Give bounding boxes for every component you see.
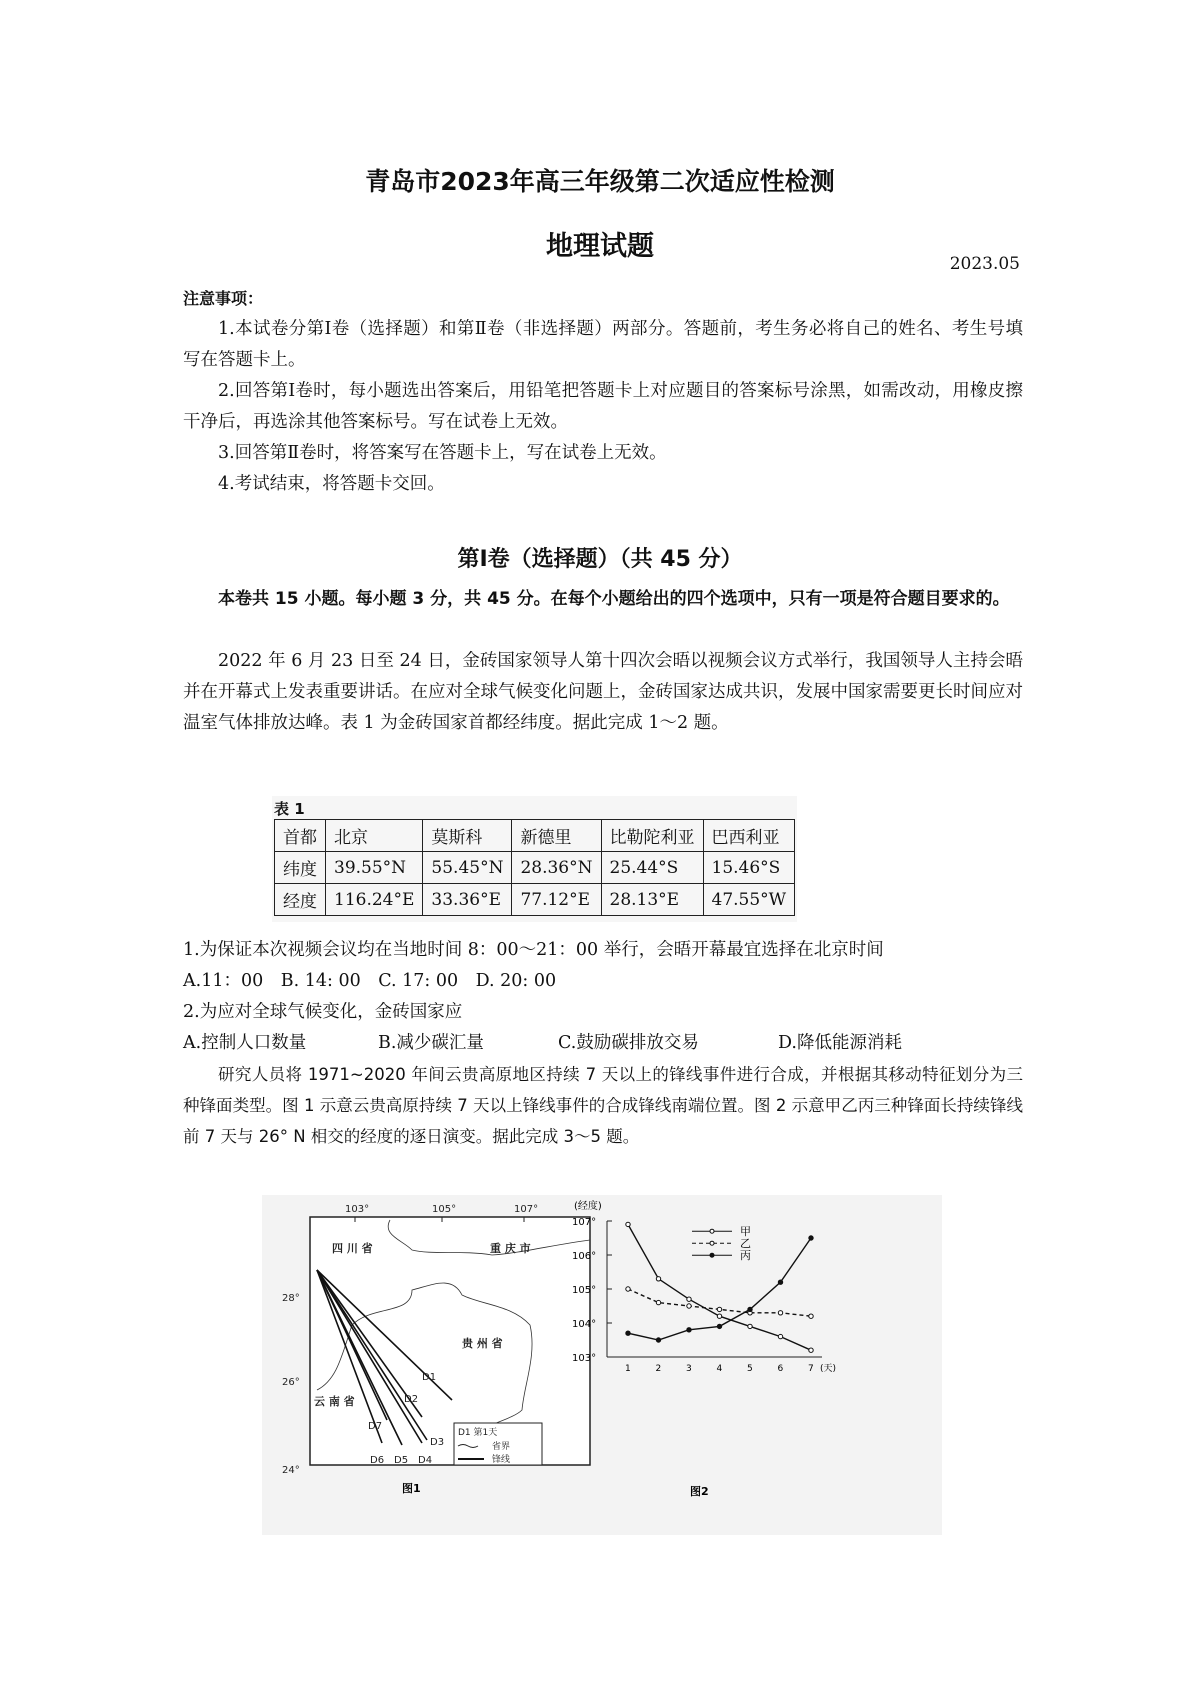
option-d: D.降低能源消耗 xyxy=(778,1033,902,1053)
legend-item: 锋线 xyxy=(492,1455,511,1465)
region-label: 四 川 省 xyxy=(332,1242,373,1255)
table-caption: 表 1 xyxy=(274,800,305,818)
data-point xyxy=(656,1277,660,1281)
section-instructions: 本卷共 15 小题。每小题 3 分，共 45 分。在每个小题给出的四个选项中，只有一项是符合题目要求的。 xyxy=(218,589,1010,609)
data-point xyxy=(626,1331,630,1335)
legend-item: D1 第1天 xyxy=(458,1428,498,1438)
y-axis-label: (经度) xyxy=(574,1201,602,1212)
table-row xyxy=(275,820,795,852)
legend-label: 甲 xyxy=(740,1225,751,1239)
lat-tick: 28° xyxy=(282,1293,300,1304)
table-cell: 39.55°N xyxy=(326,852,423,884)
x-tick-label: 3 xyxy=(686,1364,692,1374)
x-tick-label: 7 xyxy=(808,1364,814,1374)
section-title: 第Ⅰ卷（选择题）（共 45 分） xyxy=(457,547,743,572)
legend-label: 丙 xyxy=(740,1249,751,1263)
data-point xyxy=(778,1334,782,1338)
line-label: D7 xyxy=(368,1421,383,1432)
x-tick-label: 2 xyxy=(655,1364,662,1374)
passage-1: 2022 年 6 月 23 日至 24 日，金砖国家领导人第十四次会晤以视频会议方式举行，我国领导人主持会晤并在开幕式上发表重要讲话。在应对全球气候变化问题上，金砖国家达成共识，发展中国家需要更长时间应对温室气体排放达峰。表 1 为金砖国家首都经纬度。据此完成 1～2 题。 xyxy=(183,651,1023,733)
x-tick-label: 1 xyxy=(625,1364,631,1374)
data-point xyxy=(687,1304,691,1308)
line-label: D2 xyxy=(404,1394,419,1405)
data-point xyxy=(687,1328,691,1332)
data-point xyxy=(809,1348,813,1352)
x-axis-label: (天) xyxy=(820,1364,837,1374)
notice-item: 3.回答第Ⅱ卷时，将答案写在答题卡上，写在试卷上无效。 xyxy=(218,443,667,463)
table-cell: 33.36°E xyxy=(423,884,512,916)
table-cell: 北京 xyxy=(326,820,423,852)
legend-marker xyxy=(710,1241,714,1245)
question-options: A.11：00 B. 14: 00 C. 17: 00 D. 20: 00 xyxy=(183,971,557,991)
lat-tick: 24° xyxy=(282,1465,300,1476)
data-point xyxy=(748,1324,752,1328)
data-point xyxy=(656,1338,660,1342)
data-point xyxy=(809,1236,813,1240)
legend-item: 省界 xyxy=(492,1442,511,1452)
y-tick-label: 107° xyxy=(572,1217,597,1228)
table-cell: 巴西利亚 xyxy=(703,820,795,852)
table-row xyxy=(275,852,795,884)
table-cell: 28.36°N xyxy=(512,852,601,884)
region-label: 云 南 省 xyxy=(314,1395,355,1408)
question-stem: 2.为应对全球气候变化，金砖国家应 xyxy=(183,1002,463,1022)
legend-marker xyxy=(710,1229,714,1233)
table-row xyxy=(275,884,795,916)
table-1 xyxy=(272,796,797,922)
table-cell: 55.45°N xyxy=(423,852,512,884)
option-b: B.减少碳汇量 xyxy=(378,1033,484,1053)
x-tick-label: 6 xyxy=(777,1364,784,1374)
data-point xyxy=(656,1300,660,1304)
data-point xyxy=(687,1297,691,1301)
data-point xyxy=(717,1324,721,1328)
table-cell: 116.24°E xyxy=(326,884,423,916)
y-tick-label: 106° xyxy=(572,1251,597,1262)
table-cell: 25.44°S xyxy=(601,852,703,884)
data-point xyxy=(626,1287,630,1291)
lon-tick: 103° xyxy=(345,1204,370,1215)
table-cell: 首都 xyxy=(275,820,326,852)
line-label: D5 xyxy=(394,1455,409,1466)
line-label: D4 xyxy=(418,1455,433,1466)
passage-2: 研究人员将 1971~2020 年间云贵高原地区持续 7 天以上的锋线事件进行合成，并根据其移动特征划分为三种锋面类型。图 1 示意云贵高原持续 7 天以上锋线事件的合成锋线南端位置。图 2 示意甲乙丙三种锋面长持续锋线前 7 天与 26° N 相交的经度的逐日演变。据此完成 3～5 题。 xyxy=(183,1065,1023,1146)
y-tick-label: 103° xyxy=(572,1353,597,1364)
table-cell: 经度 xyxy=(275,884,326,916)
figure-caption: 图1 xyxy=(402,1482,421,1495)
data-point xyxy=(778,1311,782,1315)
line-label: D1 xyxy=(422,1372,437,1383)
exam-title: 青岛市2023年高三年级第二次适应性检测 xyxy=(365,167,835,196)
notice-item: 2.回答第Ⅰ卷时，每小题选出答案后，用铅笔把答题卡上对应题目的答案标号涂黑，如需改动，用橡皮擦干净后，再选涂其他答案标号。写在试卷上无效。 xyxy=(183,381,1023,432)
table-cell: 77.12°E xyxy=(512,884,601,916)
notice-heading: 注意事项： xyxy=(183,289,264,308)
series-line-甲 xyxy=(628,1224,811,1350)
question-options xyxy=(183,1028,1023,1059)
table-cell: 比勒陀利亚 xyxy=(601,820,703,852)
table-cell: 47.55°W xyxy=(703,884,795,916)
table-cell: 纬度 xyxy=(275,852,326,884)
lon-tick: 107° xyxy=(514,1204,539,1215)
region-label: 重 庆 市 xyxy=(490,1242,531,1255)
line-label: D6 xyxy=(370,1455,385,1466)
legend-marker xyxy=(710,1253,714,1257)
table-cell: 新德里 xyxy=(512,820,601,852)
legend-label: 乙 xyxy=(740,1237,751,1251)
exam-date: 2023.05 xyxy=(949,254,1020,274)
data-point xyxy=(778,1280,782,1284)
table-cell: 28.13°E xyxy=(601,884,703,916)
data-point xyxy=(717,1314,721,1318)
region-label: 贵 州 省 xyxy=(462,1337,503,1350)
figures xyxy=(262,1195,942,1535)
figure-2-chart xyxy=(262,1195,942,1535)
table-cell: 莫斯科 xyxy=(423,820,512,852)
notice-item: 4.考试结束，将答题卡交回。 xyxy=(218,474,445,494)
lon-tick: 105° xyxy=(432,1204,457,1215)
data-point xyxy=(809,1314,813,1318)
subject-title: 地理试题 xyxy=(546,231,654,262)
y-tick-label: 104° xyxy=(572,1319,597,1330)
line-label: D3 xyxy=(430,1437,445,1448)
data-point xyxy=(626,1222,630,1226)
x-tick-label: 5 xyxy=(747,1364,753,1374)
y-tick-label: 105° xyxy=(572,1285,597,1296)
data-point xyxy=(748,1307,752,1311)
notice xyxy=(183,283,1023,500)
data-point xyxy=(717,1307,721,1311)
figure-caption: 图2 xyxy=(690,1485,709,1498)
series-line-乙 xyxy=(628,1289,811,1316)
option-a: A.控制人口数量 xyxy=(183,1033,307,1053)
question-stem: 1.为保证本次视频会议均在当地时间 8：00～21：00 举行，会晤开幕最宜选择在北京时间 xyxy=(183,940,884,960)
x-tick-label: 4 xyxy=(716,1364,723,1374)
capitals-table xyxy=(274,819,795,916)
lat-tick: 26° xyxy=(282,1377,300,1388)
table-cell: 15.46°S xyxy=(703,852,795,884)
notice-item: 1.本试卷分第Ⅰ卷（选择题）和第Ⅱ卷（非选择题）两部分。答题前，考生务必将自己的姓名、考生号填写在答题卡上。 xyxy=(183,319,1023,370)
question-1 xyxy=(183,935,1023,1059)
option-c: C.鼓励碳排放交易 xyxy=(558,1033,699,1053)
